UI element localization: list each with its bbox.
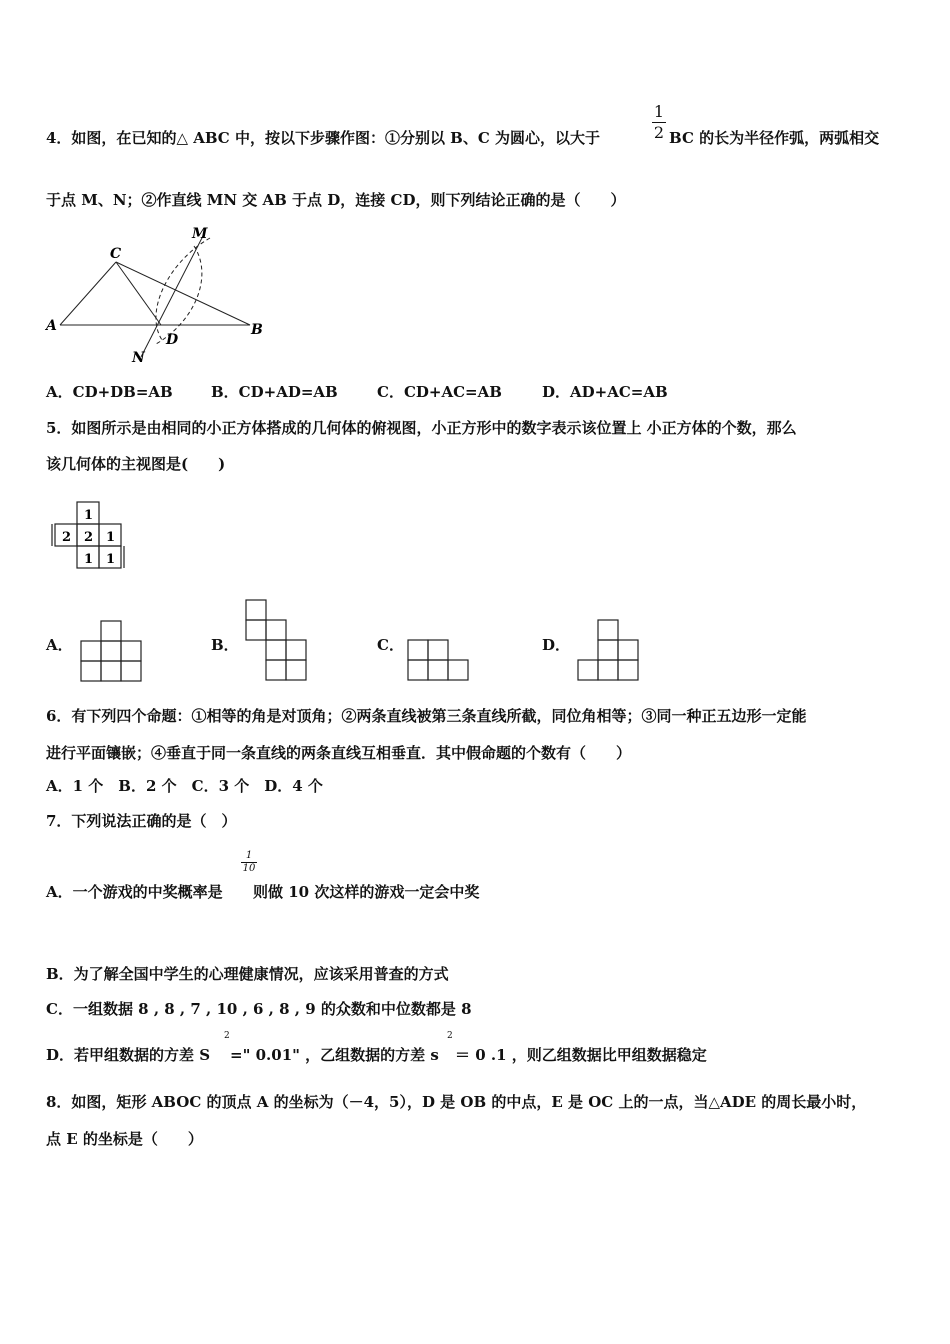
q7-stem: 7．下列说法正确的是（ ）	[46, 812, 237, 830]
segment-cb	[116, 262, 250, 325]
q5-option-b-figure	[245, 599, 311, 683]
q5-option-a-figure	[80, 620, 146, 682]
q7-option-a-part1: A．一个游戏的中奖概率是	[46, 883, 223, 901]
label-a: A	[46, 318, 57, 334]
top-view-value: 2	[84, 530, 94, 545]
arc-from-c	[156, 246, 202, 344]
q4-line1-part1: 4．如图，在已知的△ ABC 中，按以下步骤作图：①分别以 B、C 为圆心，以大于	[46, 129, 601, 147]
q6-line1: 6．有下列四个命题：①相等的角是对顶角；②两条直线被第三条直线所截，同位角相等；③同一种正五边形一定能	[46, 707, 807, 725]
q7-fraction-denominator: 10	[242, 863, 256, 874]
segment-cd	[116, 262, 161, 325]
label-c: C	[110, 246, 122, 262]
q5-line1: 5．如图所示是由相同的小正方体搭成的几何体的俯视图，小正方形中的数字表示该位置上 小正方体的个数，那么	[46, 419, 797, 437]
q7-option-d-part1: D．若甲组数据的方差 S	[46, 1046, 211, 1064]
top-view-value: 1	[106, 552, 116, 567]
q7-option-a-fraction	[241, 851, 257, 874]
top-view-value: 1	[84, 552, 94, 567]
top-view-value: 1	[106, 530, 116, 545]
q7-option-d-part2: =" 0.01" ，乙组数据的方差 s	[230, 1046, 439, 1064]
q5-option-a-label: A．	[46, 636, 73, 654]
q5-option-d-figure	[577, 619, 643, 683]
q4-option-c: C．CD+AC=AB	[377, 383, 502, 401]
q5-top-view-grid	[50, 500, 130, 574]
segment-ac	[60, 262, 116, 325]
q6-options: A．1 个 B．2 个 C．3 个 D．4 个	[46, 777, 323, 795]
q6-line2: 进行平面镶嵌；④垂直于同一条直线的两条直线互相垂直．其中假命题的个数有（ ）	[46, 744, 632, 762]
q8-line1: 8．如图，矩形 ABOC 的顶点 A 的坐标为（－4，5），D 是 OB 的中点，E 是 OC 上的一点，当△ADE 的周长最小时，	[46, 1093, 867, 1111]
q4-option-b: B．CD+AD=AB	[211, 383, 338, 401]
q7-option-c: C．一组数据 8 , 8 , 7 , 10 , 6 , 8 , 9 的众数和中位数都是 8	[46, 1000, 472, 1018]
q7-option-d-superscript-2: 2	[447, 1031, 453, 1041]
q5-option-c-label: C．	[377, 636, 404, 654]
q7-fraction-numerator: 1	[245, 850, 253, 861]
q7-option-b: B．为了解全国中学生的心理健康情况，应该采用普查的方式	[46, 965, 449, 983]
q5-line2: 该几何体的主视图是( )	[46, 455, 226, 473]
label-b: B	[251, 322, 263, 338]
label-m: M	[192, 226, 208, 242]
q4-option-a: A．CD+DB=AB	[46, 383, 173, 401]
q7-option-d-superscript-1: 2	[224, 1031, 230, 1041]
top-view-value: 1	[84, 508, 94, 523]
q4-option-d: D．AD+AC=AB	[542, 383, 668, 401]
label-d: D	[166, 332, 179, 348]
q4-fraction-denominator: 2	[653, 123, 665, 142]
q8-line2: 点 E 的坐标是（ ）	[46, 1130, 203, 1148]
q5-option-c-figure	[407, 639, 473, 683]
q4-fraction-numerator: 1	[653, 102, 665, 121]
q5-option-d-label: D．	[542, 636, 571, 654]
q4-triangle-figure	[44, 222, 264, 367]
q5-option-b-label: B．	[211, 636, 239, 654]
q7-option-d-part3: ＝ 0 .1 ，则乙组数据比甲组数据稳定	[455, 1046, 707, 1064]
q4-fraction-half	[652, 104, 666, 141]
q4-line1-part2: BC 的长为半径作弧，两弧相交	[669, 129, 880, 147]
label-n: N	[132, 350, 145, 366]
top-view-value: 2	[62, 530, 72, 545]
q4-line2: 于点 M、N；②作直线 MN 交 AB 于点 D，连接 CD，则下列结论正确的是（ ）	[46, 191, 626, 209]
q7-option-a-part2: 则做 10 次这样的游戏一定会中奖	[253, 883, 480, 901]
